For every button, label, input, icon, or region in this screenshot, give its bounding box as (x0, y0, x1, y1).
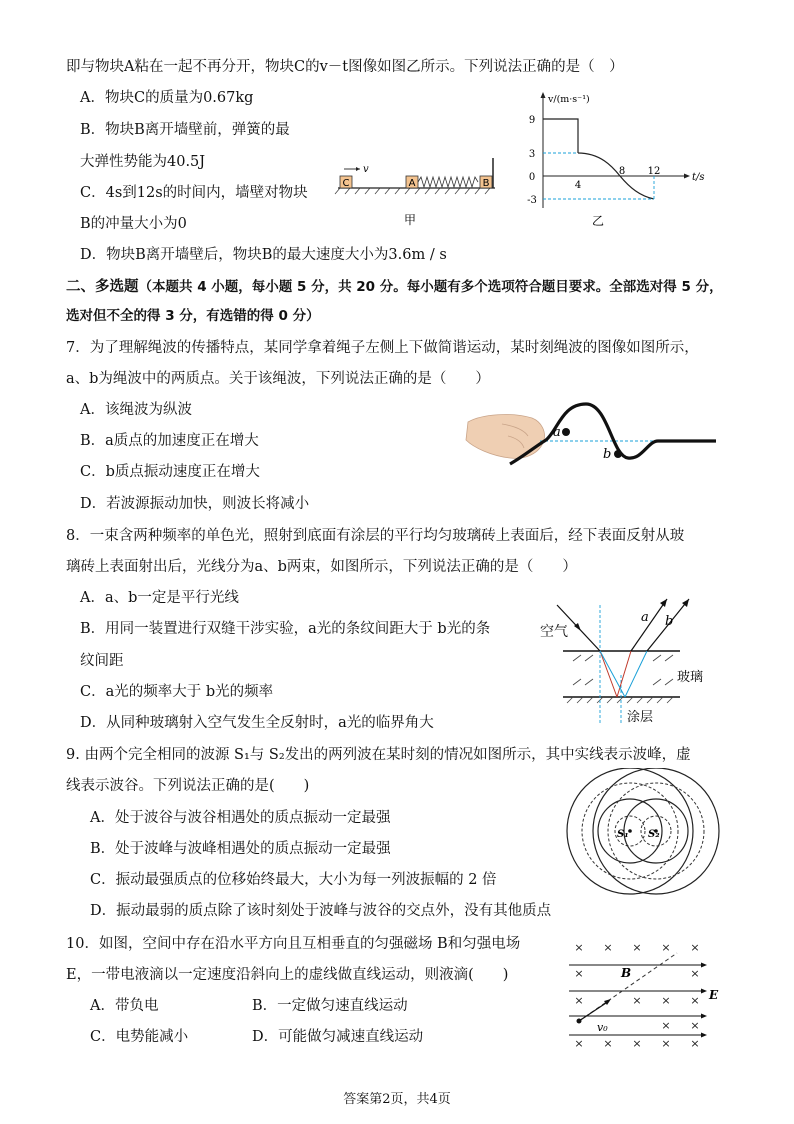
q7-option-b: B．a质点的加速度正在增大 (80, 433, 259, 449)
label-coating: 涂层 (627, 710, 654, 725)
x-tick-12: 12 (647, 166, 661, 177)
block-c-label: C (342, 178, 350, 189)
section2-desc-line2: 选对但不全的得 3 分，有选错的得 0 分） (66, 308, 320, 324)
point-b-label: b (603, 447, 612, 462)
y-tick-minus3: -3 (527, 195, 537, 206)
q9-option-a: A．处于波谷与波谷相遇处的质点振动一定最强 (90, 810, 391, 826)
page-footer: 答案第2页，共4页 (343, 1092, 451, 1107)
q7-option-d: D．若波源振动加快，则波长将减小 (80, 496, 310, 512)
section2-desc-line1: （本题共 4 小题，每小题 5 分，共 20 分。每小题有多个选项符合题目要求。全部选对得 5 分， (138, 279, 723, 295)
q8-option-a: A．a、b一定是平行光线 (80, 590, 239, 606)
section2-title: 二、多选题 (66, 279, 139, 295)
svg-text:×: × (632, 941, 642, 954)
q6-option-d: D．物块B离开墙壁后，物块B的最大速度大小为3.6m / s (80, 247, 447, 263)
y-tick-3: 3 (528, 149, 536, 160)
q6-option-b-line2: 大弹性势能为40.5J (80, 154, 206, 170)
svg-text:×: × (574, 1037, 584, 1050)
field-e-label: E (709, 988, 719, 1002)
q7-option-c: C．b质点振动速度正在增大 (80, 464, 260, 480)
q8-stem-line2: 璃砖上表面射出后，光线分为a、b两束，如图所示，下列说法正确的是（ ） (66, 559, 577, 575)
y-axis-label: v/(m·s⁻¹) (548, 94, 590, 105)
q9-figure-interference (560, 768, 730, 898)
svg-text:×: × (661, 941, 671, 954)
q6-option-a: A．物块C的质量为0.67kg (80, 90, 254, 106)
q8-option-c: C．a光的频率大于 b光的频率 (80, 684, 274, 700)
magnetic-field-crosses (574, 941, 699, 1050)
svg-text:×: × (574, 941, 584, 954)
svg-text:×: × (690, 994, 700, 1007)
svg-text:×: × (661, 994, 671, 1007)
x-tick-8: 8 (618, 166, 626, 177)
q9-option-c: C．振动最强质点的位移始终最大，大小为每一列波振幅的 2 倍 (90, 872, 497, 888)
q7-stem-line2: a、b为绳波中的两质点。关于该绳波，下列说法正确的是（ ） (66, 371, 490, 387)
x-axis-label: t/s (692, 172, 705, 183)
block-a-label: A (408, 178, 416, 189)
svg-text:×: × (603, 941, 613, 954)
q9-option-b: B．处于波峰与波峰相遇处的质点振动一定最强 (90, 841, 391, 857)
point-a-label: a (553, 425, 561, 440)
svg-text:×: × (690, 967, 700, 980)
q10-stem-line2: E，一带电液滴以一定速度沿斜向上的虚线做直线运动，则液滴( ) (66, 967, 509, 983)
svg-text:×: × (661, 1019, 671, 1032)
block-b-label: B (482, 178, 490, 189)
point-a (562, 428, 570, 436)
svg-text:×: × (690, 1019, 700, 1032)
q10-option-a: A．带负电 (90, 998, 159, 1014)
charged-droplet (577, 1019, 582, 1024)
q6-figure-jia (330, 150, 505, 235)
q8-option-b-line1: B．用同一装置进行双缝干涉实验，a光的条纹间距大于 b光的条 (80, 621, 491, 637)
q6-option-b-line1: B．物块B离开墙壁前，弹簧的最 (80, 122, 290, 138)
source-s1 (628, 829, 632, 833)
figure-yi-caption: 乙 (591, 214, 605, 228)
y-tick-9: 9 (528, 115, 536, 126)
q10-option-c: C．电势能减小 (90, 1029, 189, 1045)
svg-text:×: × (690, 941, 700, 954)
svg-text:×: × (661, 1037, 671, 1050)
svg-text:×: × (632, 994, 642, 1007)
label-glass: 玻璃 (677, 670, 704, 685)
point-b (614, 450, 622, 458)
svg-text:×: × (574, 967, 584, 980)
q7-stem-line1: 7．为了理解绳波的传播特点，某同学拿着绳子左侧上下做简谐运动，某时刻绳波的图像如图所示， (66, 340, 699, 356)
svg-text:×: × (603, 1037, 613, 1050)
q8-option-d: D．从同种玻璃射入空气发生全反射时，a光的临界角大 (80, 715, 434, 731)
q10-option-d: D．可能做匀减速直线运动 (252, 1029, 424, 1045)
q9-stem-line1: 9. 由两个完全相同的波源 S₁与 S₂发出的两列波在某时刻的情况如图所示，其中实线表示波峰，虚 (66, 747, 691, 763)
q8-figure-glass-brick (555, 585, 740, 730)
source-s1-label: S₁ (617, 829, 629, 840)
svg-text:×: × (574, 994, 584, 1007)
ray-a-label: a (641, 610, 649, 625)
q10-option-b: B．一定做匀速直线运动 (252, 998, 408, 1014)
q7-figure-rope-wave (462, 400, 722, 480)
q8-option-b-line2: 纹间距 (80, 653, 124, 669)
q6-figure-yi (520, 88, 720, 233)
source-s2-label: S₂ (648, 829, 660, 840)
ray-a (631, 599, 667, 651)
q6-option-c-line2: B的冲量大小为0 (80, 216, 187, 232)
q10-stem-line1: 10．如图，空间中存在沿水平方向且互相垂直的匀强磁场 B和匀强电场 (66, 936, 521, 952)
q8-stem-line1: 8．一束含两种频率的单色光，照射到底面有涂层的平行均匀玻璃砖上表面后，经下表面反射从玻 (66, 528, 685, 544)
section2-header (66, 277, 723, 297)
q7-option-a: A．该绳波为纵波 (80, 402, 192, 418)
q6-stem-tail: 即与物块A粘在一起不再分开，物块C的v－t图像如图乙所示。下列说法正确的是（ ） (66, 59, 624, 75)
x-tick-4: 4 (574, 180, 582, 191)
field-b-label: B (621, 966, 632, 980)
svg-text:×: × (690, 1037, 700, 1050)
spring (418, 177, 478, 187)
hand-icon (466, 415, 545, 459)
ray-b-label: b (665, 614, 674, 629)
velocity-label: v (363, 164, 369, 175)
q9-stem-line2: 线表示波谷。下列说法正确的是( ) (66, 778, 310, 794)
q10-figure-fields (565, 935, 735, 1050)
q9-option-d: D．振动最弱的质点除了该时刻处于波峰与波谷的交点外，没有其他质点 (90, 903, 552, 919)
label-air: 空气 (540, 624, 568, 640)
vt-curve-part1 (543, 119, 578, 153)
q6-option-c-line1: C．4s到12s的时间内，墙壁对物块 (80, 185, 308, 201)
figure-jia-caption: 甲 (403, 213, 417, 227)
v0-label: v₀ (597, 1021, 608, 1034)
y-tick-0: 0 (528, 172, 536, 183)
svg-text:×: × (632, 1037, 642, 1050)
